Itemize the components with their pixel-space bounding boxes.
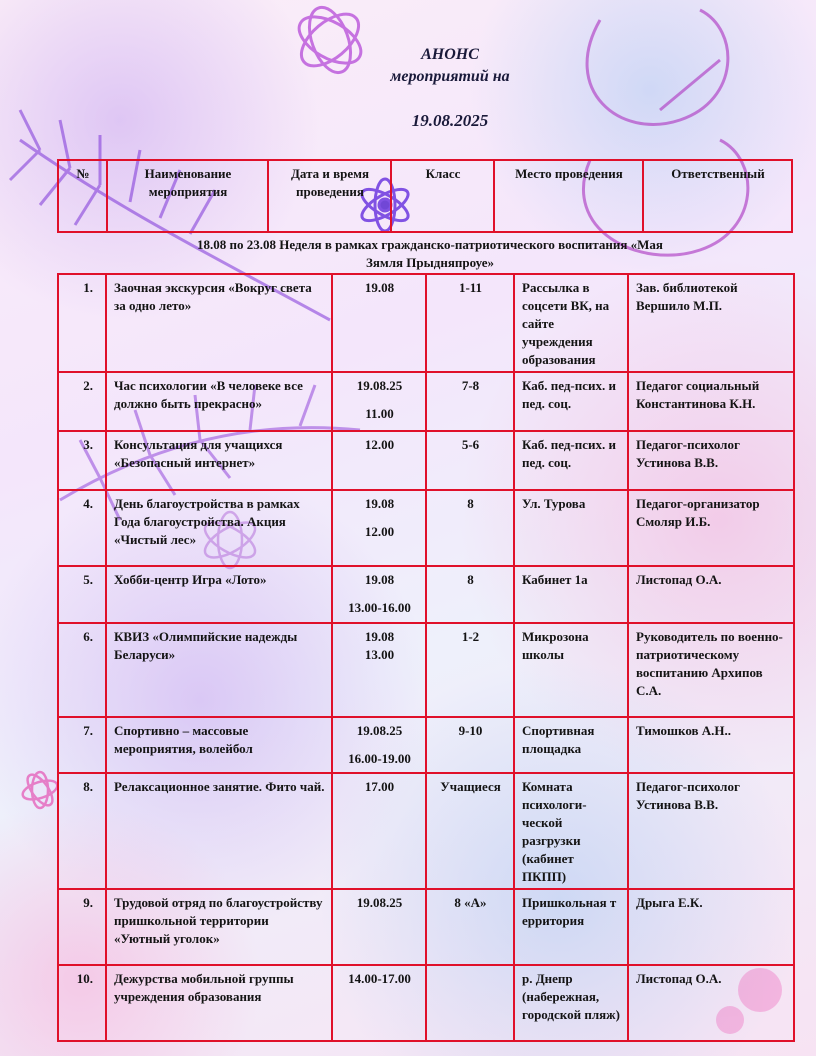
- week-banner: [120, 236, 740, 272]
- event-date: 19.08.25: [356, 895, 403, 910]
- table-row: [58, 490, 794, 566]
- table-row: [58, 566, 794, 623]
- event-datetime: [332, 965, 426, 1041]
- event-name: Трудовой отряд по благоустройству пришкольной территории «Уютный уголок»: [106, 889, 332, 965]
- event-date: 17.00: [364, 779, 395, 794]
- event-name: Релаксационное занятие. Фито чай.: [106, 773, 332, 889]
- event-place: Каб. пед-псих. и пед. соц.: [514, 431, 628, 490]
- event-datetime: [332, 717, 426, 773]
- event-name: Спортивно – массовые мероприятия, волейбол: [106, 717, 332, 773]
- title-date: 19.08.2025: [411, 111, 489, 130]
- event-time: 13.00-16.00: [348, 600, 411, 615]
- event-class: 1-11: [426, 274, 514, 372]
- event-responsible: Тимошков А.Н..: [628, 717, 794, 773]
- event-date: 14.00-17.00: [348, 971, 411, 986]
- week-banner-line: Зямля Прыдняпроуе»: [365, 255, 494, 270]
- row-number: 3.: [58, 431, 106, 490]
- event-place: Рассылка в соцсети ВК, на сайте учреждения образования: [514, 274, 628, 372]
- event-date: 19.08: [364, 280, 395, 295]
- event-class: 8: [426, 490, 514, 566]
- event-date: 19.08.25: [356, 723, 403, 738]
- event-date: 12.00: [364, 437, 395, 452]
- event-place: Ул. Турова: [514, 490, 628, 566]
- table-row: [58, 372, 794, 431]
- event-responsible: Руководитель по военно-патриотическому воспитанию Архипов С.А.: [628, 623, 794, 717]
- event-date: 19.08.25: [356, 378, 403, 393]
- event-responsible: Зав. библиотекой Вершило М.П.: [628, 274, 794, 372]
- header-row: [58, 160, 792, 232]
- table-row: [58, 965, 794, 1041]
- event-name: Час психологии «В человеке все должно быть прекрасно»: [106, 372, 332, 431]
- event-time: 16.00-19.00: [348, 751, 411, 766]
- events-table: [57, 273, 795, 1042]
- event-name: КВИЗ «Олимпийские надежды Беларуси»: [106, 623, 332, 717]
- event-name: День благоустройства в рамках Года благоустройства. Акция «Чистый лес»: [106, 490, 332, 566]
- event-datetime: [332, 490, 426, 566]
- row-number: 2.: [58, 372, 106, 431]
- event-class: [426, 965, 514, 1041]
- event-class: 8 «А»: [426, 889, 514, 965]
- announcement-title: [300, 44, 600, 132]
- event-datetime: [332, 773, 426, 889]
- col-place: Место проведения: [494, 160, 643, 232]
- event-time: 11.00: [365, 406, 394, 421]
- event-class: 7-8: [426, 372, 514, 431]
- event-place: Спортивная площадка: [514, 717, 628, 773]
- event-responsible: Листопад О.А.: [628, 566, 794, 623]
- table-row: [58, 717, 794, 773]
- event-date: 19.08: [364, 629, 395, 644]
- event-place: р. Днепр (набережная, городской пляж): [514, 965, 628, 1041]
- event-responsible: Листопад О.А.: [628, 965, 794, 1041]
- event-class: 5-6: [426, 431, 514, 490]
- event-class: 1-2: [426, 623, 514, 717]
- table-row: [58, 889, 794, 965]
- row-number: 9.: [58, 889, 106, 965]
- event-datetime: [332, 566, 426, 623]
- week-banner-line: 18.08 по 23.08 Неделя в рамках гражданско-патриотического воспитания «Мая: [197, 237, 663, 252]
- row-number: 10.: [58, 965, 106, 1041]
- event-date: 19.08: [364, 572, 395, 587]
- row-number: 7.: [58, 717, 106, 773]
- event-time: 13.00: [364, 647, 395, 662]
- event-name: Хобби-центр Игра «Лото»: [106, 566, 332, 623]
- table-row: [58, 623, 794, 717]
- col-name: Наименование мероприятия: [107, 160, 268, 232]
- event-responsible: Педагог социальный Константинова К.Н.: [628, 372, 794, 431]
- event-responsible: Педагог-организатор Смоляр И.Б.: [628, 490, 794, 566]
- event-name: Дежурства мобильной группы учреждения образования: [106, 965, 332, 1041]
- event-datetime: [332, 623, 426, 717]
- event-responsible: Дрыга Е.К.: [628, 889, 794, 965]
- event-class: Учащиеся: [426, 773, 514, 889]
- event-responsible: Педагог-психолог Устинова В.В.: [628, 431, 794, 490]
- table-row: [58, 773, 794, 889]
- event-datetime: [332, 274, 426, 372]
- row-number: 6.: [58, 623, 106, 717]
- header-table: [57, 159, 793, 233]
- event-datetime: [332, 889, 426, 965]
- col-datetime: Дата и время проведения: [268, 160, 391, 232]
- event-name: Консультация для учащихся «Безопасный интернет»: [106, 431, 332, 490]
- event-place: Каб. пед-псих. и пед. соц.: [514, 372, 628, 431]
- row-number: 8.: [58, 773, 106, 889]
- title-heading: АНОНС: [421, 46, 479, 63]
- table-row: [58, 431, 794, 490]
- event-place: Кабинет 1а: [514, 566, 628, 623]
- col-class: Класс: [391, 160, 494, 232]
- event-datetime: [332, 431, 426, 490]
- row-number: 5.: [58, 566, 106, 623]
- col-num: №: [58, 160, 107, 232]
- row-number: 1.: [58, 274, 106, 372]
- event-responsible: Педагог-психолог Устинова В.В.: [628, 773, 794, 889]
- table-row: [58, 274, 794, 372]
- event-place: Комната психологи-ческой разгрузки (кабинет ПКПП): [514, 773, 628, 889]
- event-place: Пришкольная территория: [514, 889, 628, 965]
- event-class: 8: [426, 566, 514, 623]
- event-date: 19.08: [364, 496, 395, 511]
- event-class: 9-10: [426, 717, 514, 773]
- row-number: 4.: [58, 490, 106, 566]
- event-place: Микрозона школы: [514, 623, 628, 717]
- title-subheading: мероприятий на: [390, 68, 510, 85]
- col-responsible: Ответственный: [643, 160, 792, 232]
- event-name: Заочная экскурсия «Вокруг света за одно лето»: [106, 274, 332, 372]
- event-time: 12.00: [364, 524, 395, 539]
- event-datetime: [332, 372, 426, 431]
